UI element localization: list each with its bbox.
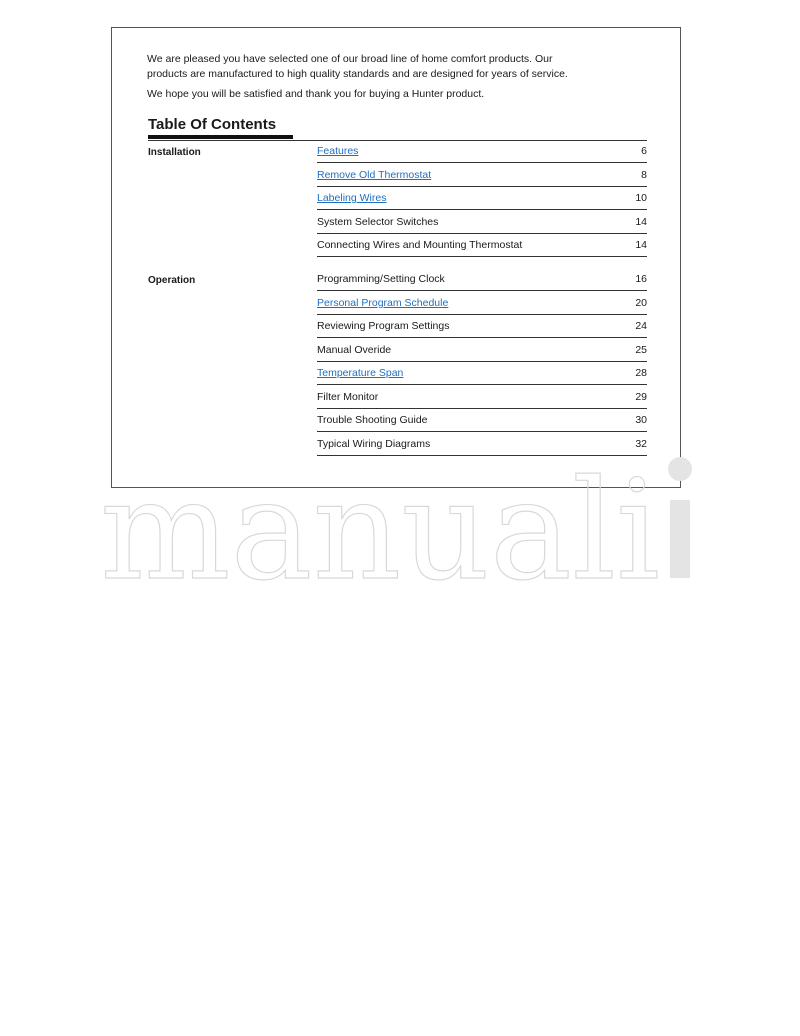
watermark-stem <box>670 500 690 578</box>
toc-row <box>317 386 647 409</box>
toc-page-number: 28 <box>635 367 647 379</box>
toc-page-number: 32 <box>635 437 647 450</box>
toc-entry-label: System Selector Switches <box>317 215 439 228</box>
toc-page-number: 30 <box>635 414 647 426</box>
toc-entry-label: Reviewing Program Settings <box>317 320 450 332</box>
toc-entry-label: Manual Overide <box>317 343 392 356</box>
toc-link[interactable]: Personal Program Schedule <box>317 296 449 309</box>
toc-page-number: 25 <box>635 343 647 356</box>
toc-link[interactable]: Temperature Span <box>317 367 404 379</box>
toc-row[interactable] <box>317 292 647 315</box>
toc-page-number: 6 <box>641 145 647 157</box>
toc-entry-label: Trouble Shooting Guide <box>317 414 428 426</box>
toc-link[interactable]: Remove Old Thermostat <box>317 168 432 181</box>
toc-entry-label: Programming/Setting Clock <box>317 273 445 285</box>
document-page <box>111 27 681 488</box>
intro-line-2: products are manufactured to high quality standards and are designed for years of service. <box>147 68 568 80</box>
toc-row[interactable] <box>317 164 647 187</box>
toc-link[interactable]: Labeling Wires <box>317 192 387 204</box>
toc-page-number: 20 <box>635 296 647 309</box>
toc-entry-label: Connecting Wires and Mounting Thermostat <box>317 239 523 251</box>
toc-page-number: 8 <box>641 168 647 181</box>
toc-row <box>317 234 647 257</box>
toc-page-number: 29 <box>635 390 647 403</box>
toc-row <box>317 315 647 338</box>
toc-page-number: 14 <box>635 215 647 228</box>
toc-row <box>317 409 647 432</box>
toc-page-number: 14 <box>635 239 647 251</box>
watermark-dot <box>668 457 692 481</box>
toc-title: Table Of Contents <box>148 116 277 133</box>
toc-row <box>317 268 647 291</box>
toc-row[interactable] <box>317 362 647 385</box>
watermark-text: manuali <box>100 452 660 582</box>
toc-page-number: 24 <box>635 320 647 332</box>
toc-row <box>317 211 647 234</box>
toc-link[interactable]: Features <box>317 145 359 157</box>
toc-entry-label: Typical Wiring Diagrams <box>317 437 431 450</box>
section-label-operation: Operation <box>148 275 196 286</box>
toc-page-number: 16 <box>635 273 647 285</box>
toc-row[interactable] <box>317 140 647 163</box>
watermark <box>100 452 700 582</box>
toc-page-number: 10 <box>635 192 647 204</box>
toc-row <box>317 339 647 362</box>
intro-paragraph-1 <box>147 52 667 82</box>
intro-paragraph-2: We hope you will be satisfied and thank you for buying a Hunter product. <box>147 88 485 100</box>
section-label-installation: Installation <box>148 147 201 158</box>
intro-line-1: We are pleased you have selected one of our broad line of home comfort products. Our <box>147 53 553 65</box>
toc-row[interactable] <box>317 187 647 210</box>
intro-text <box>147 52 667 102</box>
title-rule-thick <box>148 135 293 139</box>
toc-entry-label: Filter Monitor <box>317 390 379 403</box>
